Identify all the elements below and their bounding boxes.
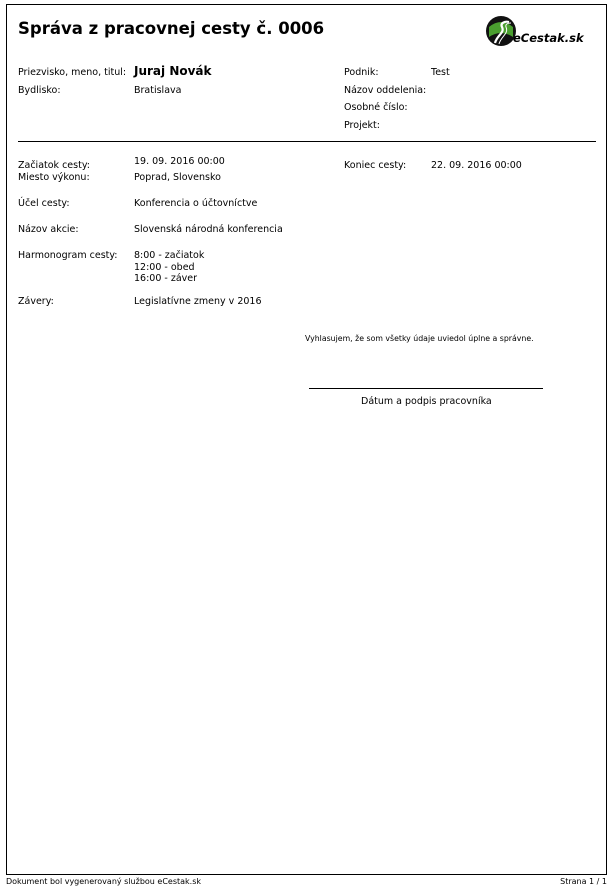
end-value: 22. 09. 2016 00:00 (431, 160, 522, 171)
schedule-list (134, 250, 204, 285)
logo-text: eCestak.sk (513, 31, 584, 45)
personal-number-label: Osobné číslo: (344, 102, 408, 113)
page-title: Správa z pracovnej cesty č. 0006 (18, 19, 325, 38)
ecestak-logo (485, 13, 593, 55)
event-label: Názov akcie: (18, 224, 79, 235)
company-value: Test (431, 67, 450, 78)
schedule-item: 12:00 - obed (134, 261, 195, 273)
residence-value: Bratislava (134, 85, 182, 96)
start-label: Začiatok cesty: (18, 160, 90, 171)
conclusions-label: Závery: (18, 296, 54, 307)
project-label: Projekt: (344, 120, 380, 131)
conclusions-value: Legislatívne zmeny v 2016 (134, 296, 262, 307)
company-label: Podnik: (344, 67, 379, 78)
start-value: 19. 09. 2016 00:00 (134, 156, 225, 167)
declaration-text: Vyhlasujem, že som všetky údaje uviedol úplne a správne. (305, 334, 534, 343)
end-label: Koniec cesty: (344, 160, 407, 171)
signature-label: Dátum a podpis pracovníka (361, 396, 492, 407)
footer-page-number: Strana 1 / 1 (560, 877, 607, 886)
name-value: Juraj Novák (134, 64, 212, 78)
department-label: Názov oddelenia: (344, 85, 427, 96)
place-value: Poprad, Slovensko (134, 172, 221, 183)
header-divider (18, 141, 596, 142)
footer-generated-note: Dokument bol vygenerovaný službou eCestak.sk (6, 877, 202, 886)
report-page (6, 4, 607, 875)
residence-label: Bydlisko: (18, 85, 61, 96)
purpose-label: Účel cesty: (18, 198, 70, 209)
place-label: Miesto výkonu: (18, 172, 90, 183)
schedule-item: 16:00 - záver (134, 273, 198, 284)
schedule-item: 8:00 - začiatok (134, 250, 205, 261)
signature-line (309, 388, 543, 389)
name-label: Priezvisko, meno, titul: (18, 67, 127, 78)
event-value: Slovenská národná konferencia (134, 224, 283, 235)
purpose-value: Konferencia o účtovníctve (134, 198, 258, 209)
schedule-label: Harmonogram cesty: (18, 250, 118, 261)
